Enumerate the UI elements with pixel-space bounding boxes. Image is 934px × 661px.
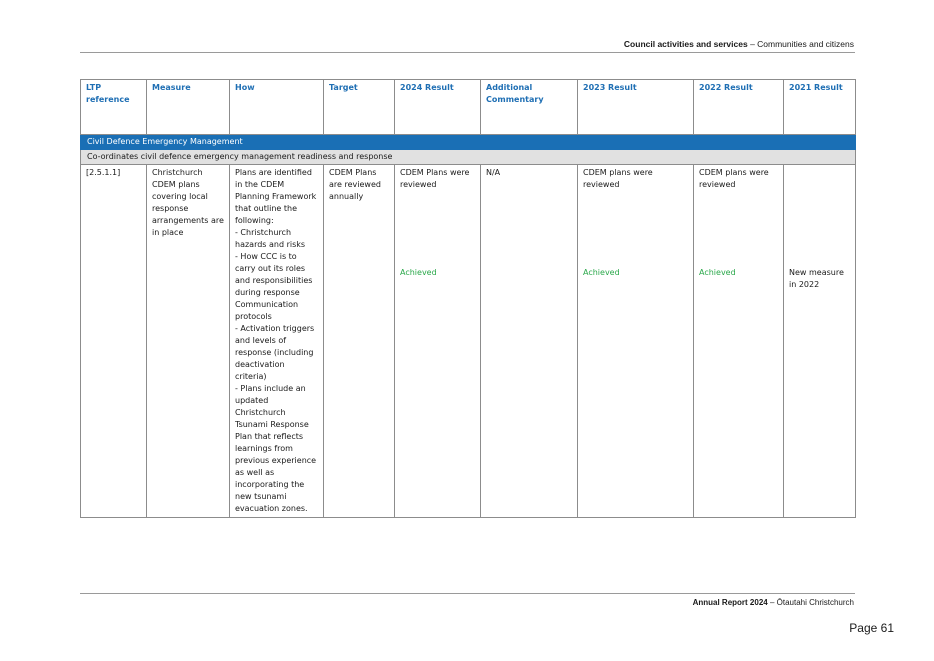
col-target: Target [324,80,395,135]
ltp-reference-cell: [2.5.1.1] [81,165,147,518]
performance-table [80,79,856,518]
header-rule [80,52,855,53]
col-2021-result: 2021 Result [784,80,856,135]
page-number: Page 61 [849,621,894,635]
col-2023-result: 2023 Result [578,80,694,135]
footer-bold: Annual Report 2024 [692,598,768,607]
header-rest: – Communities and citizens [747,39,854,49]
section-row [81,135,856,150]
header-bold: Council activities and services [623,39,748,49]
result-2023-cell: CDEM plans were reviewed [578,165,694,265]
col-measure: Measure [147,80,230,135]
section-title: Civil Defence Emergency Management [81,135,856,150]
target-cell: CDEM Plans are reviewed annually [324,165,395,518]
status-2022-cell: Achieved [694,265,784,518]
result-2024-cell: CDEM Plans were reviewed [395,165,481,265]
result-2022-cell: CDEM plans were reviewed [694,165,784,265]
col-how: How [230,80,324,135]
col-additional-commentary: Additional Commentary [481,80,578,135]
status-2024-cell: Achieved [395,265,481,518]
running-header [624,39,854,49]
subsection-title: Co-ordinates civil defence emergency management readiness and response [81,150,856,165]
commentary-cell: N/A [481,165,578,518]
footer-rest: – Ōtautahi Christchurch [767,598,854,607]
footer-rule [80,593,855,594]
status-2023-cell: Achieved [578,265,694,518]
status-2021-cell: New measure in 2022 [784,265,856,518]
running-footer [693,598,854,607]
measure-cell: Christchurch CDEM plans covering local response arrangements are in place [147,165,230,518]
table-row [81,165,856,265]
col-2024-result: 2024 Result [395,80,481,135]
subsection-row [81,150,856,165]
header-row [81,80,856,135]
col-2022-result: 2022 Result [694,80,784,135]
result-2021-cell [784,165,856,265]
how-cell: Plans are identified in the CDEM Planning Framework that outline the following: - Christchurch hazards and risks - How CCC is to carry out its roles and responsibilities during response Communication protocols - Activation triggers and levels of response (including deactivation criteria) - Plans include an updated Christchurch Tsunami Response Plan that reflects learnings from previous experience as well as incorporating the new tsunami evacuation zones. [230,165,324,518]
col-ltp-reference: LTP reference [81,80,147,135]
